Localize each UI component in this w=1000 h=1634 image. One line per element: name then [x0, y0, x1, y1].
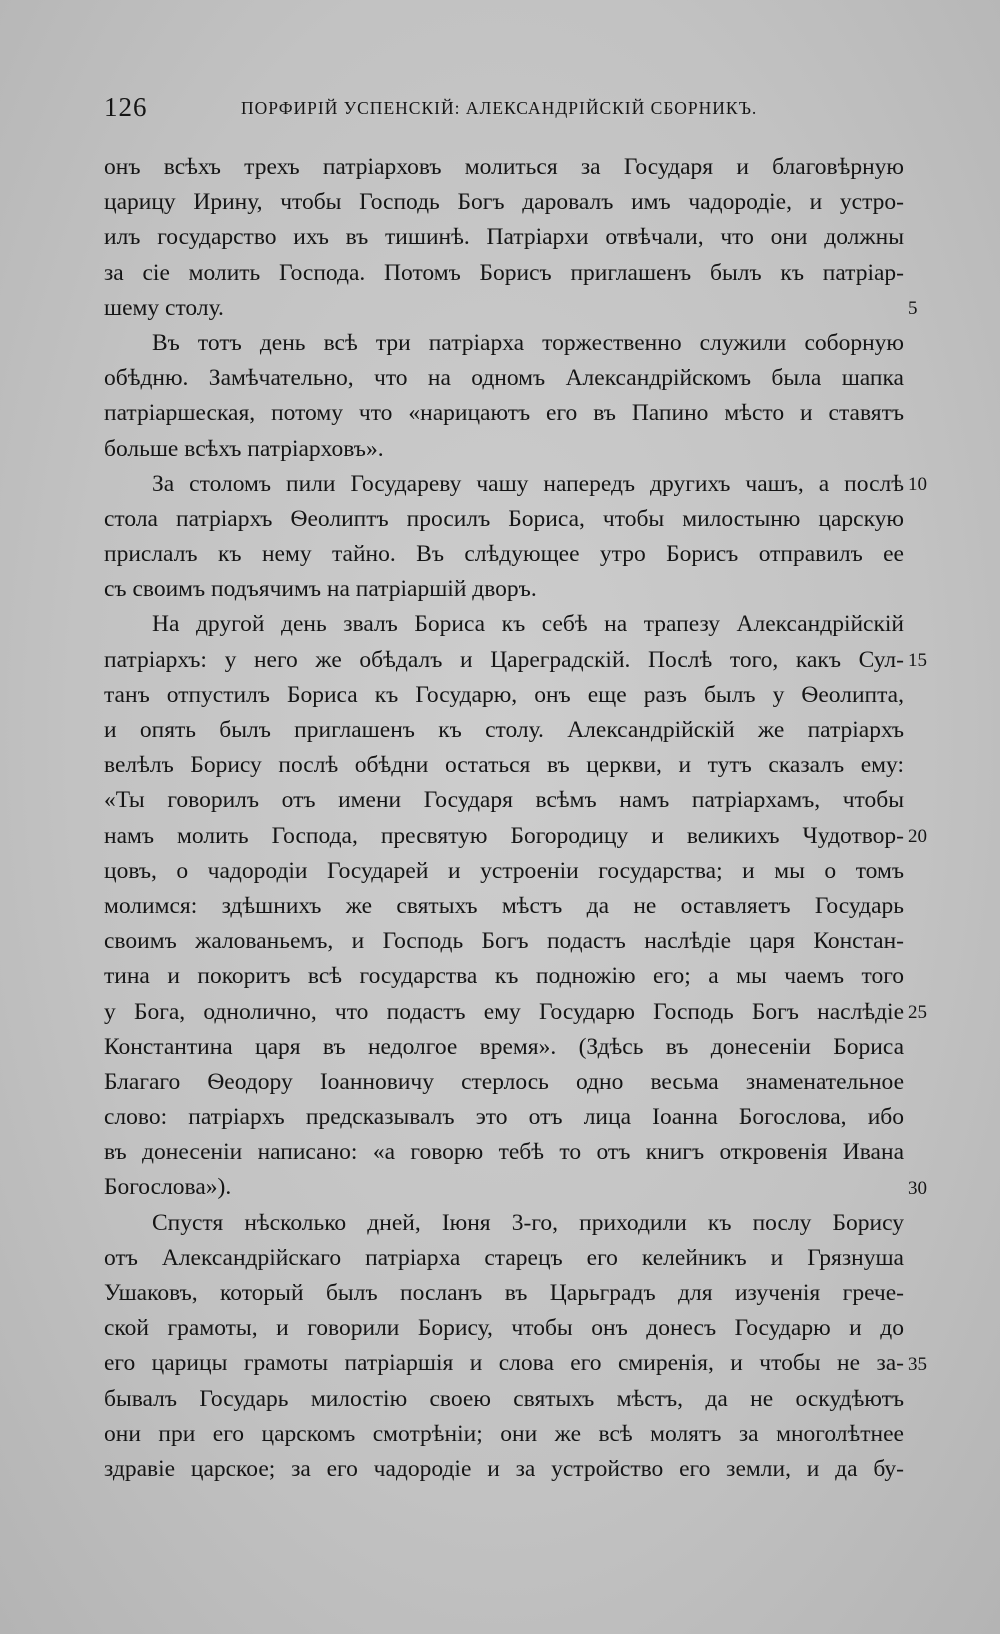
text-line: своимъ жалованьемъ, и Господь Богъ подастъ наслѣдіе царя Констан- [104, 928, 904, 955]
text-line: Константина царя въ недолгое время». (Здѣсь въ донесеніи Бориса [104, 1033, 904, 1060]
text-line: отъ Александрійскаго патріарха старецъ его келейникъ и Грязнуша [104, 1244, 904, 1271]
margin-line-number: 10 [908, 473, 927, 495]
text-line: танъ отпустилъ Бориса къ Государю, онъ еще разъ былъ у Ѳеолипта, [104, 681, 904, 708]
text-line: и опять былъ приглашенъ къ столу. Александрійскій же патріархъ [104, 717, 904, 743]
text-line: намъ молить Господа, пресвятую Богородицу и великихъ Чудотвор- [104, 822, 904, 849]
text-line: Благаго Ѳеодору Іоанновичу стерлось одно весьма знаменательное [104, 1068, 904, 1095]
margin-line-number: 5 [908, 297, 918, 319]
text-line: царицу Ирину, чтобы Господь Богъ даровалъ имъ чадородіе, и устро- [104, 189, 904, 216]
text-line: Въ тотъ день всѣ три патріарха торжественно служили соборную [152, 329, 904, 356]
margin-line-number: 35 [908, 1353, 927, 1375]
text-line: «Ты говорилъ отъ имени Государя всѣмъ намъ патріархамъ, чтобы [104, 787, 904, 814]
margin-line-number: 25 [908, 1001, 927, 1023]
text-line: въ донесеніи написано: «а говорю тебѣ то отъ книгъ откровенія Ивана [104, 1139, 904, 1166]
body-text [104, 150, 904, 1487]
text-line: тина и покоритъ всѣ государства къ подножію его; а мы чаемъ того [104, 963, 904, 990]
text-line: бывалъ Государь милостію своею святыхъ мѣстъ, да не оскудѣютъ [104, 1385, 904, 1412]
margin-line-number: 30 [908, 1177, 927, 1199]
text-line: здравіе царское; за его чадородіе и за устройство его земли, и да бу- [104, 1455, 904, 1482]
page-number: 126 [104, 92, 148, 122]
text-line: у Бога, однолично, что подастъ ему Государю Господь Богъ наслѣдіе [104, 998, 904, 1025]
text-line: велѣлъ Борису послѣ обѣдни остаться въ церкви, и тутъ сказалъ ему: [104, 752, 904, 779]
text-line: шему столу. [104, 294, 224, 321]
text-line: На другой день звалъ Бориса къ себѣ на трапезу Александрійскій [152, 611, 904, 638]
text-line: цовъ, о чадородіи Государей и устроеніи государства; и мы о томъ [104, 857, 904, 884]
text-line: За столомъ пили Государеву чашу напередъ другихъ чашъ, а послѣ [152, 470, 904, 497]
text-line: патріархъ: у него же обѣдалъ и Цареградскій. Послѣ того, какъ Сул- [104, 646, 904, 673]
page-header [104, 92, 904, 132]
text-line: слово: патріархъ предсказывалъ это отъ лица Іоанна Богослова, ибо [104, 1104, 904, 1131]
margin-line-number: 15 [908, 649, 927, 671]
text-line: съ своимъ подъячимъ на патріаршій дворъ. [104, 576, 537, 603]
text-line: его царицы грамоты патріаршія и слова его смиренія, и чтобы не за- [104, 1350, 904, 1377]
text-line: обѣдню. Замѣчательно, что на одномъ Александрійскомъ была шапка [104, 365, 904, 392]
text-line: они при его царскомъ смотрѣніи; они же всѣ молятъ за многолѣтнее [104, 1420, 904, 1447]
margin-line-number: 20 [908, 825, 927, 847]
text-line: Богослова»). [104, 1174, 232, 1201]
text-line: Спустя нѣсколько дней, Іюня 3-го, приходили къ послу Борису [152, 1209, 904, 1236]
text-line: за сіе молить Господа. Потомъ Борисъ приглашенъ былъ къ патріар- [104, 259, 904, 286]
running-title: ПОРФИРІЙ УСПЕНСКІЙ: АЛЕКСАНДРІЙСКІЙ СБОРНИКЪ. [241, 98, 758, 118]
text-line: илъ государство ихъ въ тишинѣ. Патріархи отвѣчали, что они должны [104, 224, 904, 251]
text-line: стола патріархъ Ѳеолиптъ просилъ Бориса, чтобы милостыню царскую [104, 505, 904, 532]
text-line: онъ всѣхъ трехъ патріарховъ молиться за Государя и благовѣрную [104, 154, 904, 180]
text-line: прислалъ къ нему тайно. Въ слѣдующее утро Борисъ отправилъ ее [104, 541, 904, 568]
text-line: Ушаковъ, который былъ посланъ въ Царьградъ для изученія грече- [104, 1280, 904, 1306]
text-line: ской грамоты, и говорили Борису, чтобы онъ донесъ Государю и до [104, 1315, 904, 1342]
text-line: больше всѣхъ патріарховъ». [104, 435, 384, 462]
text-line: молимся: здѣшнихъ же святыхъ мѣстъ да не оставляетъ Государь [104, 892, 904, 919]
text-line: патріаршеская, потому что «нарицаютъ его въ Папино мѣсто и ставятъ [104, 400, 904, 427]
